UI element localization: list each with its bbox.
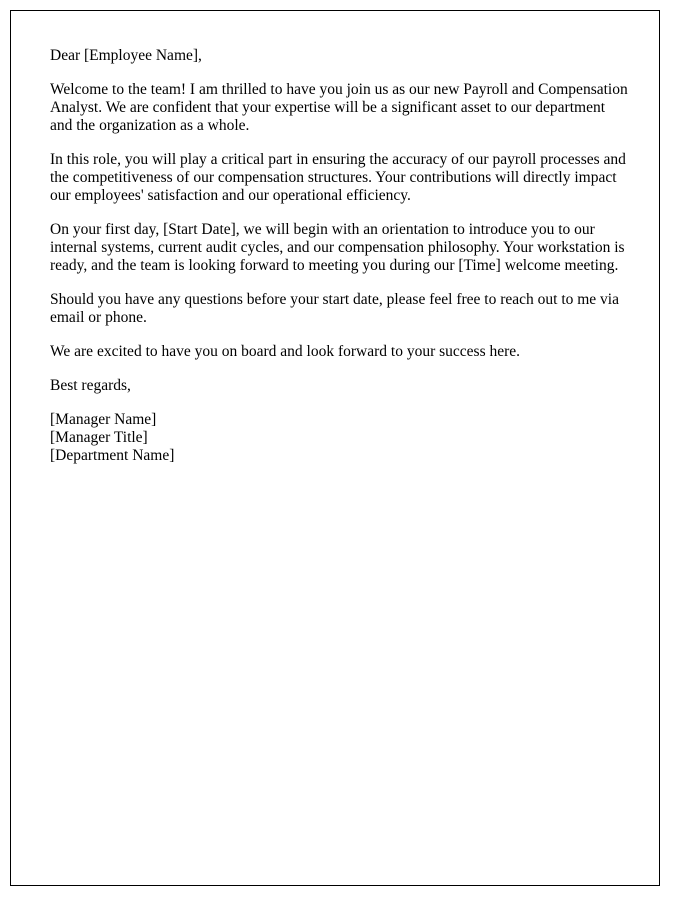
manager-title: [Manager Title] [50,429,148,446]
letter-body [11,11,659,465]
letter-paragraph: Welcome to the team! I am thrilled to have you join us as our new Payroll and Compensation Analyst. We are confident that your expertise will be a significant asset to our department and the organization as a whole. [50,81,628,134]
closing: Best regards, [50,377,131,394]
letter-paragraph: Should you have any questions before your start date, please feel free to reach out to me via email or phone. [50,291,619,326]
letter-paragraph: On your first day, [Start Date], we will begin with an orientation to introduce you to our internal systems, current audit cycles, and our compensation philosophy. Your workstation is ready, and the team is looking forward to meeting you during our [Time] welcome meeting. [50,221,625,274]
letter-page [10,10,660,886]
salutation: Dear [Employee Name], [50,47,202,64]
manager-name: [Manager Name] [50,411,157,428]
department-name: [Department Name] [50,447,175,464]
letter-paragraph: We are excited to have you on board and look forward to your success here. [50,343,521,360]
signature-block [50,411,629,465]
letter-paragraph: In this role, you will play a critical part in ensuring the accuracy of our payroll processes and the competitiveness of our compensation structures. Your contributions will directly impact our employees' satisfaction and our operational efficiency. [50,151,626,204]
